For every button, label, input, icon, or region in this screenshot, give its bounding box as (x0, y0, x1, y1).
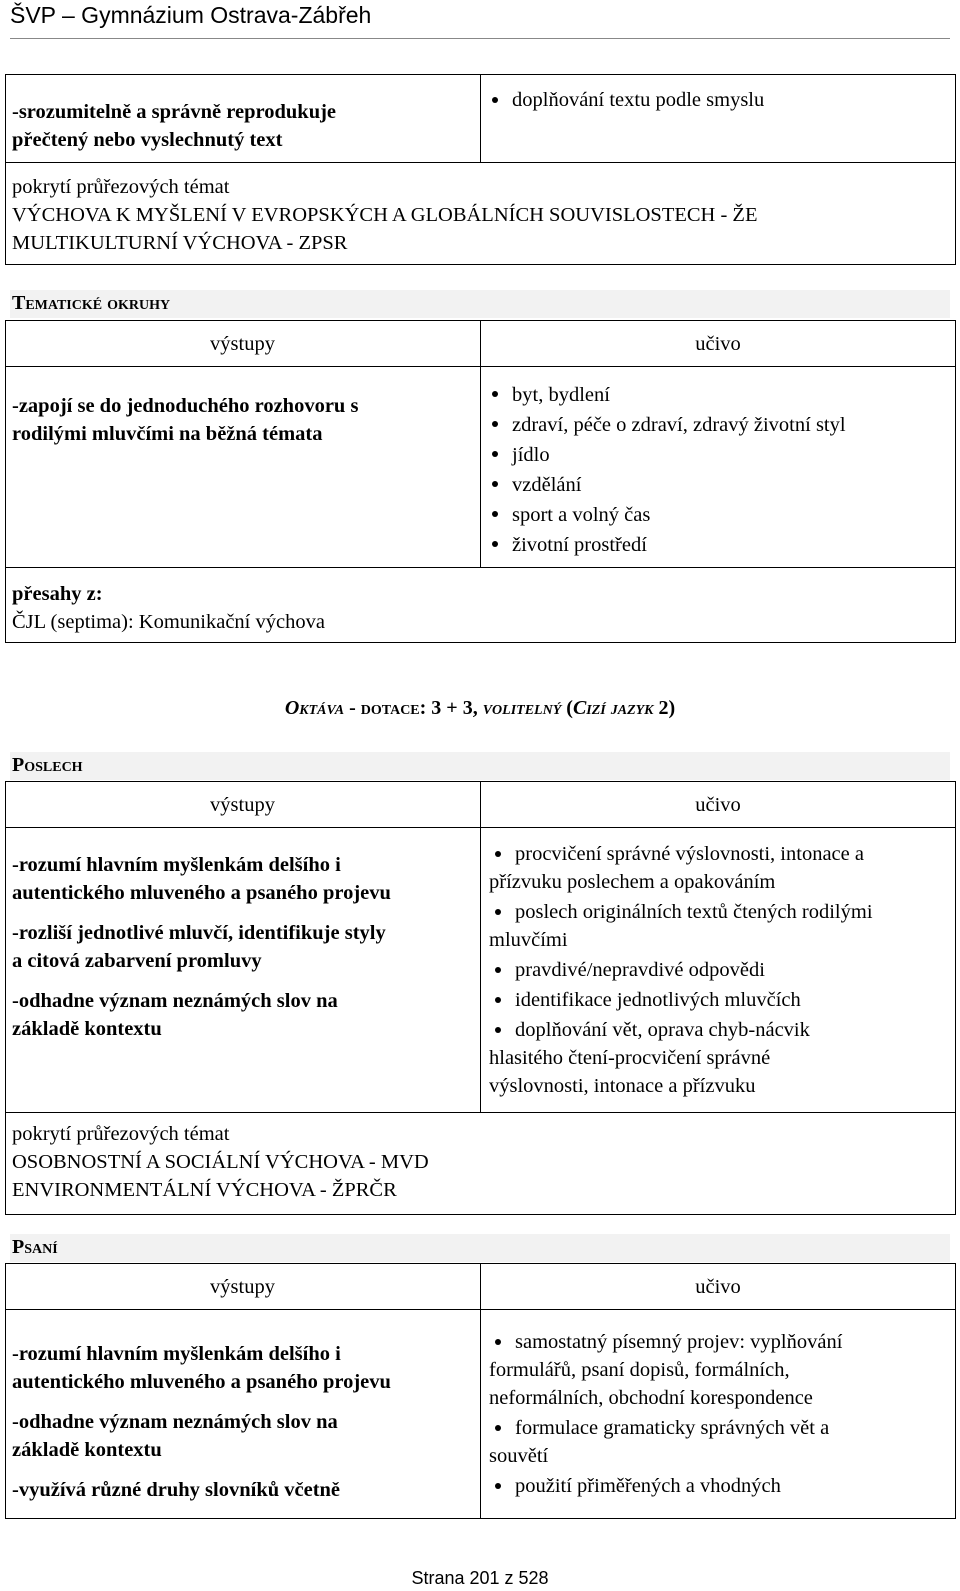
list-item: formulace gramaticky správných vět a souvětí (489, 1414, 954, 1470)
list-item: identifikace jednotlivých mluvčích (489, 986, 954, 1014)
psani-outputs (12, 1340, 478, 1504)
output-item: -rozumí hlavním myšlenkám delšího i autentického mluveného a psaného projevu (12, 854, 391, 904)
poslech-header-divider (5, 827, 956, 828)
block1-content-list (486, 86, 951, 114)
poslech-row-divider (5, 1112, 956, 1113)
psani-header-divider (5, 1309, 956, 1310)
list-item: samostatný písemný projev: vyplňování formulářů, psaní dopisů, formálních, neformálních, obchodní korespondence (489, 1328, 954, 1412)
presahy (12, 580, 912, 636)
tematicke-row-divider (5, 567, 956, 568)
list-item: doplňování textu podle smyslu (486, 86, 951, 114)
poslech-column-divider (480, 781, 481, 1113)
column-header-content: učivo (695, 333, 741, 355)
list-item: doplňování vět, oprava chyb-nácvik hlasitého čtení-procvičení správné výslovnosti, intonace a přízvuku (489, 1016, 954, 1100)
psani-column-divider (480, 1263, 481, 1519)
column-header-content: učivo (695, 794, 741, 816)
list-item: byt, bydlení (486, 380, 951, 410)
poslech-content-list (489, 840, 954, 1100)
output-item: -využívá různé druhy slovníků včetně (12, 1479, 341, 1501)
output-item: -rozumí hlavním myšlenkám delšího i autentického mluveného a psaného projevu (12, 1343, 391, 1393)
page-header-title: ŠVP – Gymnázium Ostrava-Zábřeh (10, 2, 372, 28)
column-header-content: učivo (695, 1276, 741, 1298)
poslech-outputs (12, 851, 478, 1043)
block1-column-divider (480, 74, 481, 163)
list-item: zdraví, péče o zdraví, zdravý životní styl (486, 410, 951, 440)
header-divider (10, 38, 950, 39)
list-item: vzdělání (486, 470, 951, 500)
block1-row-divider (5, 162, 956, 163)
tematicke-output: -zapojí se do jednoduchého rozhovoru s rodilými mluvčími na běžná témata (12, 395, 359, 445)
list-item: poslech originálních textů čtených rodilými mluvčími (489, 898, 954, 954)
tematicke-content-list (486, 380, 951, 560)
section-heading-tematicke: Tematické okruhy (12, 292, 171, 314)
poslech-cross-topics: pokrytí průřezových témat OSOBNOSTNÍ A SOCIÁLNÍ VÝCHOVA - MVD ENVIRONMENTÁLNÍ VÝCHOVA - ŽPRČR (12, 1123, 429, 1201)
list-item: životní prostředí (486, 530, 951, 560)
column-header-outputs: výstupy (210, 794, 275, 816)
column-header-outputs: výstupy (210, 1276, 275, 1298)
list-item: procvičení správné výslovnosti, intonace a přízvuku poslechem a opakováním (489, 840, 954, 896)
block1-output: -srozumitelně a správně reprodukuje přečtený nebo vyslechnutý text (12, 101, 337, 151)
list-item: jídlo (486, 440, 951, 470)
output-item: -odhadne význam neznámých slov na základě kontextu (12, 990, 338, 1040)
tematicke-header-divider (5, 366, 956, 367)
list-item: pravdivé/nepravdivé odpovědi (489, 956, 954, 984)
output-item: -rozliší jednotlivé mluvčí, identifikuje styly a citová zabarvení promluvy (12, 922, 386, 972)
block1-cross-topics: pokrytí průřezových témat VÝCHOVA K MYŠLENÍ V EVROPSKÝCH A GLOBÁLNÍCH SOUVISLOSTECH - ŽE MULTIKULTURNÍ VÝCHOVA - ZPSR (12, 176, 758, 254)
page-number: Strana 201 z 528 (411, 1568, 549, 1588)
column-header-outputs: výstupy (210, 333, 275, 355)
list-item: použití přiměřených a vhodných (489, 1472, 954, 1500)
grade-title: Oktáva - dotace: 3 + 3, volitelný (Cizí jazyk 2) (284, 697, 676, 719)
heading-bar (10, 752, 950, 780)
psani-content-list (489, 1328, 954, 1500)
output-item: -odhadne význam neznámých slov na základě kontextu (12, 1411, 338, 1461)
presahy-label: přesahy z: (12, 583, 103, 605)
section-heading-psani: Psaní (12, 1236, 58, 1258)
list-item: sport a volný čas (486, 500, 951, 530)
presahy-text: ČJL (septima): Komunikační výchova (12, 611, 325, 633)
section-heading-poslech: Poslech (12, 754, 83, 776)
heading-bar (10, 1234, 950, 1262)
